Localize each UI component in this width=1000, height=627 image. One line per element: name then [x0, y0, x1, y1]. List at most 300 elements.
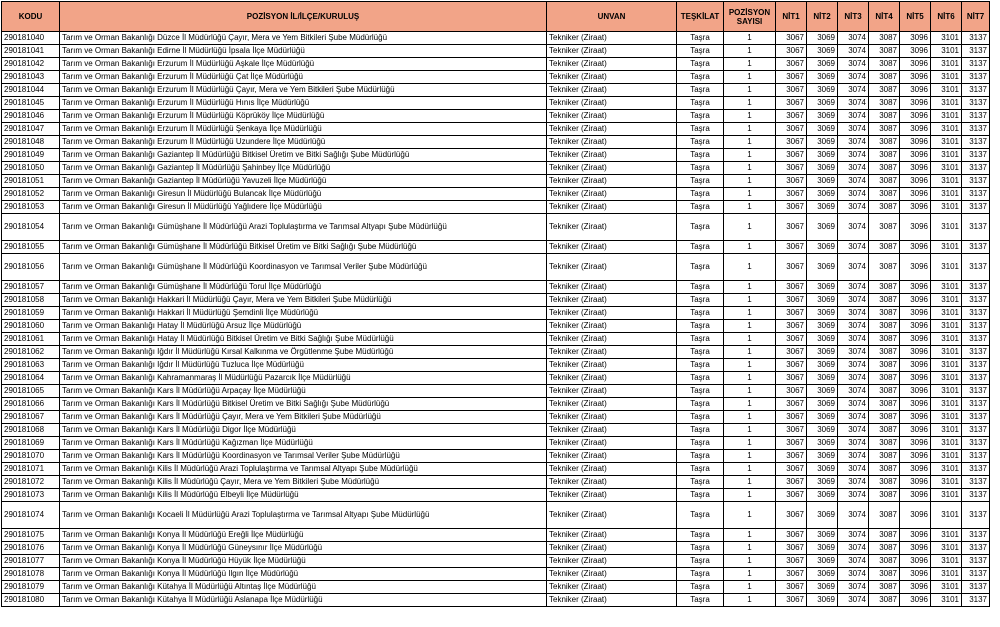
cell-nit7: 3137 — [962, 84, 990, 97]
cell-unvan: Tekniker (Ziraat) — [547, 214, 677, 241]
cell-nit6: 3101 — [931, 385, 962, 398]
cell-nit7: 3137 — [962, 359, 990, 372]
cell-nit6: 3101 — [931, 411, 962, 424]
cell-pozisyon: Tarım ve Orman Bakanlığı Kars İl Müdürlüğü Bitkisel Üretim ve Bitki Sağlığı Şube Müdürlüğü — [60, 398, 547, 411]
cell-nit7: 3137 — [962, 32, 990, 45]
cell-nit5: 3096 — [900, 307, 931, 320]
cell-pozisyon: Tarım ve Orman Bakanlığı Erzurum İl Müdürlüğü Şenkaya İlçe Müdürlüğü — [60, 123, 547, 136]
cell-teskilat: Taşra — [677, 175, 724, 188]
cell-nit6: 3101 — [931, 32, 962, 45]
cell-nit3: 3074 — [838, 307, 869, 320]
cell-nit1: 3067 — [776, 123, 807, 136]
cell-nit3: 3074 — [838, 542, 869, 555]
cell-nit7: 3137 — [962, 424, 990, 437]
cell-nit1: 3067 — [776, 555, 807, 568]
cell-pozisyon-sayisi: 1 — [724, 502, 776, 529]
cell-kodu: 290181068 — [2, 424, 60, 437]
cell-nit5: 3096 — [900, 149, 931, 162]
cell-nit1: 3067 — [776, 502, 807, 529]
cell-kodu: 290181040 — [2, 32, 60, 45]
cell-nit1: 3067 — [776, 175, 807, 188]
cell-nit1: 3067 — [776, 201, 807, 214]
cell-kodu: 290181052 — [2, 188, 60, 201]
cell-unvan: Tekniker (Ziraat) — [547, 555, 677, 568]
cell-nit6: 3101 — [931, 398, 962, 411]
cell-kodu: 290181059 — [2, 307, 60, 320]
cell-nit7: 3137 — [962, 529, 990, 542]
cell-unvan: Tekniker (Ziraat) — [547, 463, 677, 476]
cell-pozisyon-sayisi: 1 — [724, 32, 776, 45]
cell-nit4: 3087 — [869, 320, 900, 333]
cell-teskilat: Taşra — [677, 84, 724, 97]
cell-pozisyon: Tarım ve Orman Bakanlığı Hakkari İl Müdürlüğü Çayır, Mera ve Yem Bitkileri Şube Müdürlüğü — [60, 294, 547, 307]
cell-kodu: 290181055 — [2, 241, 60, 254]
cell-kodu: 290181064 — [2, 372, 60, 385]
cell-pozisyon-sayisi: 1 — [724, 437, 776, 450]
cell-nit3: 3074 — [838, 424, 869, 437]
cell-pozisyon-sayisi: 1 — [724, 476, 776, 489]
cell-nit7: 3137 — [962, 320, 990, 333]
cell-nit5: 3096 — [900, 136, 931, 149]
cell-teskilat: Taşra — [677, 188, 724, 201]
cell-pozisyon: Tarım ve Orman Bakanlığı Iğdır İl Müdürlüğü Kırsal Kalkınma ve Örgütlenme Şube Müdürlüğü — [60, 346, 547, 359]
table-row — [2, 201, 990, 214]
cell-nit2: 3069 — [807, 594, 838, 607]
cell-nit5: 3096 — [900, 568, 931, 581]
table-row — [2, 84, 990, 97]
cell-nit2: 3069 — [807, 97, 838, 110]
cell-teskilat: Taşra — [677, 254, 724, 281]
cell-nit2: 3069 — [807, 175, 838, 188]
cell-unvan: Tekniker (Ziraat) — [547, 294, 677, 307]
cell-kodu: 290181072 — [2, 476, 60, 489]
cell-nit4: 3087 — [869, 568, 900, 581]
cell-nit3: 3074 — [838, 281, 869, 294]
cell-nit4: 3087 — [869, 241, 900, 254]
cell-teskilat: Taşra — [677, 294, 724, 307]
cell-nit4: 3087 — [869, 542, 900, 555]
cell-pozisyon: Tarım ve Orman Bakanlığı Konya İl Müdürlüğü Güneysınır İlçe Müdürlüğü — [60, 542, 547, 555]
cell-nit4: 3087 — [869, 97, 900, 110]
table-row — [2, 71, 990, 84]
table-row — [2, 45, 990, 58]
cell-nit1: 3067 — [776, 97, 807, 110]
cell-nit5: 3096 — [900, 254, 931, 281]
cell-nit4: 3087 — [869, 201, 900, 214]
cell-nit4: 3087 — [869, 581, 900, 594]
table-body — [2, 32, 990, 607]
cell-pozisyon-sayisi: 1 — [724, 450, 776, 463]
table-row — [2, 424, 990, 437]
cell-nit6: 3101 — [931, 372, 962, 385]
cell-nit4: 3087 — [869, 476, 900, 489]
cell-nit4: 3087 — [869, 424, 900, 437]
cell-nit6: 3101 — [931, 529, 962, 542]
cell-pozisyon-sayisi: 1 — [724, 71, 776, 84]
cell-nit2: 3069 — [807, 411, 838, 424]
cell-nit7: 3137 — [962, 542, 990, 555]
cell-nit1: 3067 — [776, 84, 807, 97]
cell-teskilat: Taşra — [677, 123, 724, 136]
cell-nit1: 3067 — [776, 307, 807, 320]
cell-nit5: 3096 — [900, 162, 931, 175]
table-row — [2, 542, 990, 555]
cell-pozisyon: Tarım ve Orman Bakanlığı Erzurum İl Müdürlüğü Köprüköy İlçe Müdürlüğü — [60, 110, 547, 123]
cell-nit5: 3096 — [900, 463, 931, 476]
cell-nit5: 3096 — [900, 502, 931, 529]
cell-nit5: 3096 — [900, 437, 931, 450]
cell-nit2: 3069 — [807, 71, 838, 84]
cell-kodu: 290181057 — [2, 281, 60, 294]
cell-nit6: 3101 — [931, 110, 962, 123]
cell-kodu: 290181067 — [2, 411, 60, 424]
cell-nit6: 3101 — [931, 214, 962, 241]
cell-nit5: 3096 — [900, 372, 931, 385]
cell-nit2: 3069 — [807, 294, 838, 307]
cell-nit6: 3101 — [931, 188, 962, 201]
positions-table — [1, 1, 990, 607]
cell-nit2: 3069 — [807, 568, 838, 581]
header-pozisyon-sayisi: POZİSYON SAYISI — [724, 2, 776, 32]
cell-unvan: Tekniker (Ziraat) — [547, 346, 677, 359]
cell-nit5: 3096 — [900, 188, 931, 201]
table-row — [2, 372, 990, 385]
cell-nit7: 3137 — [962, 214, 990, 241]
cell-nit6: 3101 — [931, 97, 962, 110]
cell-teskilat: Taşra — [677, 437, 724, 450]
table-row — [2, 281, 990, 294]
cell-nit6: 3101 — [931, 71, 962, 84]
table-row — [2, 188, 990, 201]
table-row — [2, 581, 990, 594]
cell-nit4: 3087 — [869, 346, 900, 359]
cell-pozisyon-sayisi: 1 — [724, 372, 776, 385]
cell-nit7: 3137 — [962, 281, 990, 294]
cell-pozisyon: Tarım ve Orman Bakanlığı Gaziantep İl Müdürlüğü Yavuzeli İlçe Müdürlüğü — [60, 175, 547, 188]
cell-unvan: Tekniker (Ziraat) — [547, 123, 677, 136]
cell-pozisyon: Tarım ve Orman Bakanlığı Kars İl Müdürlüğü Kağızman İlçe Müdürlüğü — [60, 437, 547, 450]
cell-teskilat: Taşra — [677, 333, 724, 346]
cell-nit7: 3137 — [962, 502, 990, 529]
cell-pozisyon-sayisi: 1 — [724, 254, 776, 281]
cell-nit7: 3137 — [962, 71, 990, 84]
header-nit6: NİT6 — [931, 2, 962, 32]
cell-nit3: 3074 — [838, 502, 869, 529]
cell-kodu: 290181047 — [2, 123, 60, 136]
cell-nit3: 3074 — [838, 201, 869, 214]
cell-nit7: 3137 — [962, 175, 990, 188]
cell-nit2: 3069 — [807, 359, 838, 372]
cell-pozisyon-sayisi: 1 — [724, 385, 776, 398]
cell-kodu: 290181069 — [2, 437, 60, 450]
cell-teskilat: Taşra — [677, 214, 724, 241]
cell-nit3: 3074 — [838, 476, 869, 489]
cell-nit4: 3087 — [869, 123, 900, 136]
cell-nit3: 3074 — [838, 162, 869, 175]
cell-nit7: 3137 — [962, 110, 990, 123]
cell-nit5: 3096 — [900, 201, 931, 214]
cell-nit2: 3069 — [807, 123, 838, 136]
cell-pozisyon-sayisi: 1 — [724, 241, 776, 254]
cell-kodu: 290181075 — [2, 529, 60, 542]
cell-nit3: 3074 — [838, 149, 869, 162]
cell-pozisyon: Tarım ve Orman Bakanlığı Erzurum İl Müdürlüğü Çat İlçe Müdürlüğü — [60, 71, 547, 84]
cell-unvan: Tekniker (Ziraat) — [547, 529, 677, 542]
cell-nit6: 3101 — [931, 281, 962, 294]
table-row — [2, 97, 990, 110]
cell-pozisyon-sayisi: 1 — [724, 594, 776, 607]
cell-kodu: 290181065 — [2, 385, 60, 398]
cell-kodu: 290181078 — [2, 568, 60, 581]
cell-nit5: 3096 — [900, 241, 931, 254]
cell-pozisyon: Tarım ve Orman Bakanlığı Gümüşhane İl Müdürlüğü Torul İlçe Müdürlüğü — [60, 281, 547, 294]
cell-nit1: 3067 — [776, 437, 807, 450]
table-row — [2, 214, 990, 241]
cell-unvan: Tekniker (Ziraat) — [547, 110, 677, 123]
table-row — [2, 123, 990, 136]
cell-pozisyon-sayisi: 1 — [724, 45, 776, 58]
cell-nit6: 3101 — [931, 489, 962, 502]
cell-nit4: 3087 — [869, 333, 900, 346]
cell-pozisyon-sayisi: 1 — [724, 555, 776, 568]
table-row — [2, 450, 990, 463]
cell-nit1: 3067 — [776, 359, 807, 372]
cell-kodu: 290181080 — [2, 594, 60, 607]
cell-kodu: 290181060 — [2, 320, 60, 333]
cell-nit6: 3101 — [931, 201, 962, 214]
cell-nit6: 3101 — [931, 476, 962, 489]
cell-nit2: 3069 — [807, 450, 838, 463]
cell-teskilat: Taşra — [677, 320, 724, 333]
cell-pozisyon-sayisi: 1 — [724, 359, 776, 372]
cell-nit3: 3074 — [838, 450, 869, 463]
cell-unvan: Tekniker (Ziraat) — [547, 424, 677, 437]
header-nit2: NİT2 — [807, 2, 838, 32]
cell-nit3: 3074 — [838, 489, 869, 502]
cell-nit1: 3067 — [776, 320, 807, 333]
cell-pozisyon: Tarım ve Orman Bakanlığı Erzurum İl Müdürlüğü Aşkale İlçe Müdürlüğü — [60, 58, 547, 71]
cell-nit4: 3087 — [869, 411, 900, 424]
cell-nit6: 3101 — [931, 254, 962, 281]
cell-nit1: 3067 — [776, 424, 807, 437]
cell-nit7: 3137 — [962, 450, 990, 463]
cell-pozisyon-sayisi: 1 — [724, 201, 776, 214]
cell-pozisyon-sayisi: 1 — [724, 214, 776, 241]
cell-pozisyon: Tarım ve Orman Bakanlığı Gümüşhane İl Müdürlüğü Koordinasyon ve Tarımsal Veriler Şube Müdürlüğü — [60, 254, 547, 281]
cell-pozisyon: Tarım ve Orman Bakanlığı Hatay İl Müdürlüğü Bitkisel Üretim ve Bitki Sağlığı Şube Müdürlüğü — [60, 333, 547, 346]
cell-nit2: 3069 — [807, 372, 838, 385]
cell-teskilat: Taşra — [677, 581, 724, 594]
cell-nit5: 3096 — [900, 214, 931, 241]
cell-nit2: 3069 — [807, 320, 838, 333]
cell-unvan: Tekniker (Ziraat) — [547, 333, 677, 346]
cell-nit2: 3069 — [807, 136, 838, 149]
cell-unvan: Tekniker (Ziraat) — [547, 489, 677, 502]
cell-teskilat: Taşra — [677, 58, 724, 71]
cell-nit2: 3069 — [807, 201, 838, 214]
cell-teskilat: Taşra — [677, 398, 724, 411]
cell-pozisyon: Tarım ve Orman Bakanlığı Iğdır İl Müdürlüğü Tuzluca İlçe Müdürlüğü — [60, 359, 547, 372]
table-row — [2, 175, 990, 188]
cell-nit5: 3096 — [900, 450, 931, 463]
cell-pozisyon: Tarım ve Orman Bakanlığı Gümüşhane İl Müdürlüğü Bitkisel Üretim ve Bitki Sağlığı Şube Müdürlüğü — [60, 241, 547, 254]
cell-nit6: 3101 — [931, 359, 962, 372]
cell-kodu: 290181058 — [2, 294, 60, 307]
cell-unvan: Tekniker (Ziraat) — [547, 581, 677, 594]
cell-unvan: Tekniker (Ziraat) — [547, 476, 677, 489]
cell-teskilat: Taşra — [677, 32, 724, 45]
cell-pozisyon: Tarım ve Orman Bakanlığı Edirne İl Müdürlüğü İpsala İlçe Müdürlüğü — [60, 45, 547, 58]
cell-teskilat: Taşra — [677, 307, 724, 320]
table-row — [2, 294, 990, 307]
cell-nit3: 3074 — [838, 254, 869, 281]
cell-nit4: 3087 — [869, 214, 900, 241]
cell-pozisyon: Tarım ve Orman Bakanlığı Kahramanmaraş İl Müdürlüğü Pazarcık İlçe Müdürlüğü — [60, 372, 547, 385]
cell-nit6: 3101 — [931, 463, 962, 476]
cell-nit5: 3096 — [900, 320, 931, 333]
header-teskilat: TEŞKİLAT — [677, 2, 724, 32]
cell-nit7: 3137 — [962, 254, 990, 281]
cell-pozisyon-sayisi: 1 — [724, 175, 776, 188]
cell-nit1: 3067 — [776, 281, 807, 294]
cell-nit4: 3087 — [869, 594, 900, 607]
cell-unvan: Tekniker (Ziraat) — [547, 450, 677, 463]
table-row — [2, 463, 990, 476]
cell-nit7: 3137 — [962, 463, 990, 476]
cell-nit4: 3087 — [869, 136, 900, 149]
cell-teskilat: Taşra — [677, 502, 724, 529]
cell-pozisyon-sayisi: 1 — [724, 581, 776, 594]
cell-nit1: 3067 — [776, 385, 807, 398]
cell-nit7: 3137 — [962, 581, 990, 594]
cell-nit2: 3069 — [807, 489, 838, 502]
table-row — [2, 594, 990, 607]
cell-nit3: 3074 — [838, 372, 869, 385]
cell-nit1: 3067 — [776, 294, 807, 307]
cell-unvan: Tekniker (Ziraat) — [547, 372, 677, 385]
cell-nit3: 3074 — [838, 175, 869, 188]
cell-unvan: Tekniker (Ziraat) — [547, 162, 677, 175]
cell-nit3: 3074 — [838, 97, 869, 110]
cell-nit2: 3069 — [807, 398, 838, 411]
cell-pozisyon: Tarım ve Orman Bakanlığı Erzurum İl Müdürlüğü Çayır, Mera ve Yem Bitkileri Şube Müdürlüğü — [60, 84, 547, 97]
table-row — [2, 32, 990, 45]
cell-unvan: Tekniker (Ziraat) — [547, 320, 677, 333]
cell-nit5: 3096 — [900, 529, 931, 542]
cell-pozisyon-sayisi: 1 — [724, 411, 776, 424]
cell-nit5: 3096 — [900, 58, 931, 71]
cell-nit7: 3137 — [962, 476, 990, 489]
cell-nit4: 3087 — [869, 463, 900, 476]
cell-nit5: 3096 — [900, 45, 931, 58]
cell-teskilat: Taşra — [677, 71, 724, 84]
cell-nit2: 3069 — [807, 241, 838, 254]
table-row — [2, 307, 990, 320]
cell-nit3: 3074 — [838, 437, 869, 450]
cell-nit3: 3074 — [838, 568, 869, 581]
cell-nit4: 3087 — [869, 307, 900, 320]
cell-nit5: 3096 — [900, 359, 931, 372]
cell-pozisyon: Tarım ve Orman Bakanlığı Hakkari İl Müdürlüğü Şemdinli İlçe Müdürlüğü — [60, 307, 547, 320]
cell-kodu: 290181063 — [2, 359, 60, 372]
cell-nit7: 3137 — [962, 58, 990, 71]
cell-unvan: Tekniker (Ziraat) — [547, 58, 677, 71]
cell-nit4: 3087 — [869, 149, 900, 162]
cell-pozisyon-sayisi: 1 — [724, 307, 776, 320]
cell-teskilat: Taşra — [677, 136, 724, 149]
cell-nit2: 3069 — [807, 110, 838, 123]
cell-nit4: 3087 — [869, 529, 900, 542]
cell-nit3: 3074 — [838, 32, 869, 45]
cell-nit7: 3137 — [962, 372, 990, 385]
cell-unvan: Tekniker (Ziraat) — [547, 84, 677, 97]
cell-kodu: 290181074 — [2, 502, 60, 529]
cell-nit1: 3067 — [776, 581, 807, 594]
cell-nit3: 3074 — [838, 359, 869, 372]
cell-nit1: 3067 — [776, 254, 807, 281]
cell-nit2: 3069 — [807, 542, 838, 555]
cell-nit7: 3137 — [962, 97, 990, 110]
cell-nit4: 3087 — [869, 489, 900, 502]
cell-unvan: Tekniker (Ziraat) — [547, 149, 677, 162]
cell-pozisyon: Tarım ve Orman Bakanlığı Kars İl Müdürlüğü Çayır, Mera ve Yem Bitkileri Şube Müdürlüğü — [60, 411, 547, 424]
cell-pozisyon: Tarım ve Orman Bakanlığı Kütahya İl Müdürlüğü Altıntaş İlçe Müdürlüğü — [60, 581, 547, 594]
cell-nit7: 3137 — [962, 411, 990, 424]
cell-kodu: 290181044 — [2, 84, 60, 97]
cell-nit4: 3087 — [869, 359, 900, 372]
table-row — [2, 568, 990, 581]
cell-nit3: 3074 — [838, 411, 869, 424]
cell-nit3: 3074 — [838, 294, 869, 307]
cell-kodu: 290181056 — [2, 254, 60, 281]
header-unvan: UNVAN — [547, 2, 677, 32]
table-row — [2, 320, 990, 333]
cell-nit4: 3087 — [869, 437, 900, 450]
cell-nit2: 3069 — [807, 476, 838, 489]
cell-nit4: 3087 — [869, 385, 900, 398]
cell-nit1: 3067 — [776, 476, 807, 489]
cell-unvan: Tekniker (Ziraat) — [547, 281, 677, 294]
cell-nit1: 3067 — [776, 411, 807, 424]
cell-teskilat: Taşra — [677, 281, 724, 294]
cell-nit6: 3101 — [931, 555, 962, 568]
cell-nit6: 3101 — [931, 424, 962, 437]
header-row — [2, 2, 990, 32]
cell-nit1: 3067 — [776, 58, 807, 71]
cell-unvan: Tekniker (Ziraat) — [547, 201, 677, 214]
cell-nit1: 3067 — [776, 372, 807, 385]
cell-teskilat: Taşra — [677, 346, 724, 359]
cell-pozisyon-sayisi: 1 — [724, 489, 776, 502]
cell-nit4: 3087 — [869, 502, 900, 529]
table-row — [2, 346, 990, 359]
cell-teskilat: Taşra — [677, 424, 724, 437]
cell-nit2: 3069 — [807, 424, 838, 437]
cell-kodu: 290181051 — [2, 175, 60, 188]
cell-nit4: 3087 — [869, 71, 900, 84]
cell-nit6: 3101 — [931, 542, 962, 555]
header-nit3: NİT3 — [838, 2, 869, 32]
cell-nit7: 3137 — [962, 123, 990, 136]
cell-nit7: 3137 — [962, 437, 990, 450]
table-row — [2, 149, 990, 162]
cell-nit3: 3074 — [838, 45, 869, 58]
cell-unvan: Tekniker (Ziraat) — [547, 502, 677, 529]
cell-kodu: 290181066 — [2, 398, 60, 411]
cell-nit2: 3069 — [807, 307, 838, 320]
cell-nit5: 3096 — [900, 594, 931, 607]
cell-nit4: 3087 — [869, 32, 900, 45]
